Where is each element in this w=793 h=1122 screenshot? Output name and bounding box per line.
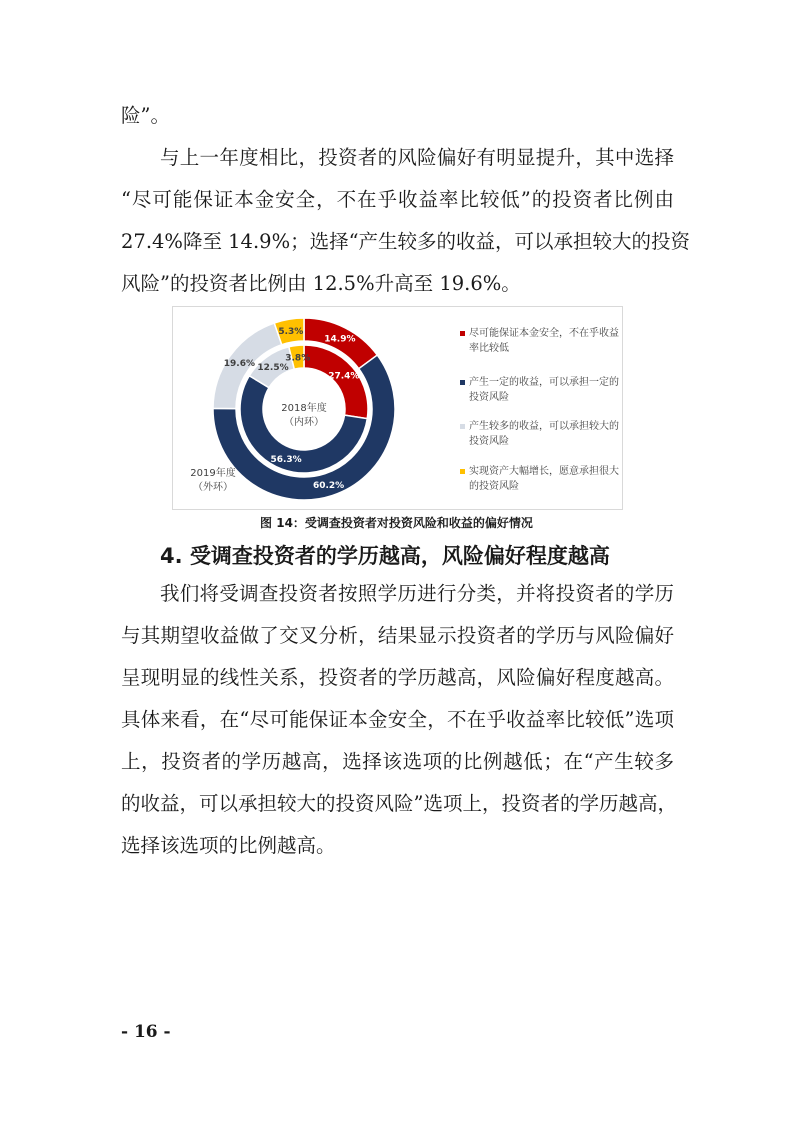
legend-label: 尽可能保证本金安全，不在乎收益率比较低: [469, 328, 619, 354]
legend-swatch: [460, 331, 465, 336]
text-line: 上，投资者的学历越高，选择该选项的比例越低；在“产生较多: [121, 750, 674, 773]
legend-label: 实现资产大幅增长，愿意承担很大的投资风险: [469, 466, 619, 492]
figure-caption: 图 14：受调查投资者对投资风险和收益的偏好情况: [260, 516, 533, 530]
outer-ring-label-line1: 2019年度: [190, 468, 236, 479]
text-line: 与上一年度相比，投资者的风险偏好有明显提升，其中选择: [160, 146, 674, 169]
inner-ring-label-line1: 2018年度: [281, 403, 327, 414]
chart-figure: [172, 306, 623, 510]
text-line: 选择该选项的比例越高。: [121, 834, 336, 857]
legend-swatch: [460, 469, 465, 474]
outer-slice-label: 14.9%: [324, 334, 356, 345]
text-line: “尽可能保证本金安全，不在乎收益率比较低”的投资者比例由: [121, 188, 674, 211]
text-line: 的收益，可以承担较大的投资风险”选项上，投资者的学历越高，: [121, 792, 677, 815]
text-line: 具体来看，在“尽可能保证本金安全，不在乎收益率比较低”选项: [121, 708, 674, 731]
legend-swatch: [460, 380, 465, 385]
section-heading: 4. 受调查投资者的学历越高，风险偏好程度越高: [160, 544, 610, 568]
inner-slice-label: 27.4%: [328, 371, 360, 382]
outer-ring-label-line2: （外环）: [193, 482, 233, 493]
inner-slice-label: 3.8%: [285, 353, 311, 364]
page-number: - 16 -: [121, 1022, 171, 1042]
inner-slice-label: 56.3%: [270, 454, 302, 465]
inner-slice-label: 12.5%: [257, 363, 289, 374]
legend-item: [469, 464, 619, 494]
text-line: 我们将受调查投资者按照学历进行分类，并将投资者的学历: [160, 582, 674, 605]
legend-swatch: [460, 424, 465, 429]
text-line: 27.4%降至 14.9%；选择“产生较多的收益，可以承担较大的投资: [121, 230, 691, 253]
text-line: 与其期望收益做了交叉分析，结果显示投资者的学历与风险偏好: [121, 624, 674, 647]
text-line: 风险”的投资者比例由 12.5%升高至 19.6%。: [121, 272, 521, 295]
text-line: 呈现明显的线性关系，投资者的学历越高，风险偏好程度越高。: [121, 666, 674, 689]
inner-ring-label-line2: （内环）: [284, 417, 324, 428]
outer-slice-label: 60.2%: [312, 481, 345, 492]
legend-item: [469, 419, 619, 449]
legend-item: [469, 326, 619, 356]
text-line: 险”。: [121, 104, 170, 127]
legend-label: 产生较多的收益，可以承担较大的投资风险: [469, 421, 619, 447]
outer-slice-label: 19.6%: [223, 359, 256, 370]
legend-label: 产生一定的收益，可以承担一定的投资风险: [469, 377, 619, 403]
legend-item: [469, 375, 619, 405]
outer-slice-label: 5.3%: [278, 327, 304, 338]
